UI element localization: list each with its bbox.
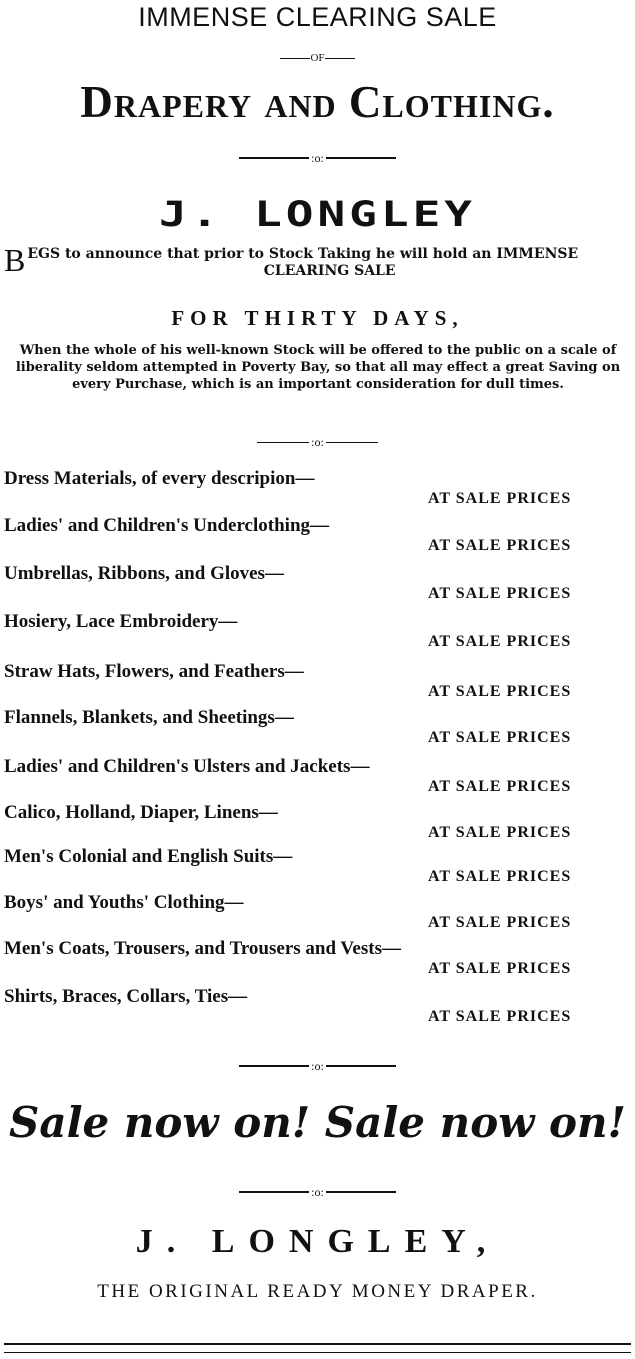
list-item bbox=[4, 756, 632, 804]
divider bbox=[0, 150, 635, 166]
announcement bbox=[4, 242, 632, 280]
of-separator bbox=[0, 52, 635, 64]
brand-name: J. LONGLEY bbox=[159, 193, 476, 235]
divider bbox=[0, 1058, 635, 1074]
of-label: OF bbox=[310, 52, 325, 64]
divider-mark: :o: bbox=[311, 1058, 324, 1073]
list-item bbox=[4, 707, 632, 755]
list-item bbox=[4, 468, 632, 516]
item-price: AT SALE PRICES bbox=[428, 585, 572, 602]
bottom-rule bbox=[4, 1343, 631, 1353]
item-name: Hosiery, Lace Embroidery— bbox=[4, 611, 238, 632]
list-item bbox=[4, 846, 632, 894]
item-price: AT SALE PRICES bbox=[428, 633, 572, 650]
page-title: Drapery and Clothing. bbox=[80, 77, 555, 127]
item-price: AT SALE PRICES bbox=[428, 824, 572, 841]
dropcap: B bbox=[4, 242, 26, 278]
footer-brand: J. LONGLEY, bbox=[135, 1223, 500, 1260]
item-price: AT SALE PRICES bbox=[428, 960, 572, 977]
item-name: Men's Colonial and English Suits— bbox=[4, 846, 293, 867]
divider bbox=[0, 1184, 635, 1200]
footer-tagline: THE ORIGINAL READY MONEY DRAPER. bbox=[97, 1281, 538, 1302]
item-name: Dress Materials, of every descripion— bbox=[4, 468, 315, 489]
list-item bbox=[4, 611, 632, 659]
item-price: AT SALE PRICES bbox=[428, 914, 572, 931]
sale-banner: Sale now on! Sale now on! bbox=[9, 1098, 626, 1147]
list-item bbox=[4, 986, 632, 1034]
item-name: Shirts, Braces, Collars, Ties— bbox=[4, 986, 248, 1007]
divider bbox=[0, 434, 635, 450]
duration: FOR THIRTY DAYS, bbox=[171, 306, 464, 330]
item-price: AT SALE PRICES bbox=[428, 1008, 572, 1025]
divider-mark: :o: bbox=[311, 434, 324, 449]
headline: IMMENSE CLEARING SALE bbox=[138, 2, 497, 32]
list-item bbox=[4, 802, 632, 850]
item-name: Men's Coats, Trousers, and Trousers and Vests— bbox=[4, 938, 401, 959]
item-name: Boys' and Youths' Clothing— bbox=[4, 892, 244, 913]
item-name: Ladies' and Children's Underclothing— bbox=[4, 515, 330, 536]
divider-mark: :o: bbox=[311, 150, 324, 165]
item-price: AT SALE PRICES bbox=[428, 729, 572, 746]
list-item bbox=[4, 892, 632, 940]
item-name: Straw Hats, Flowers, and Feathers— bbox=[4, 661, 304, 682]
item-price: AT SALE PRICES bbox=[428, 683, 572, 700]
list-item bbox=[4, 515, 632, 563]
list-item bbox=[4, 661, 632, 709]
announcement-line1: EGS to announce that prior to Stock Taking he will hold an IMMENSE bbox=[27, 246, 579, 262]
item-name: Ladies' and Children's Ulsters and Jackets— bbox=[4, 756, 370, 777]
item-price: AT SALE PRICES bbox=[428, 537, 572, 554]
item-price: AT SALE PRICES bbox=[428, 490, 572, 507]
description-paragraph: When the whole of his well-known Stock will be offered to the public on a scale of liberality seldom attempted in Poverty Bay, so that all may effect a great Saving on every Purchase, which is an important consideration for dull times. bbox=[15, 343, 621, 392]
item-name: Umbrellas, Ribbons, and Gloves— bbox=[4, 563, 284, 584]
announcement-line2: CLEARING SALE bbox=[263, 263, 396, 279]
item-price: AT SALE PRICES bbox=[428, 778, 572, 795]
list-item bbox=[4, 938, 632, 986]
divider-mark: :o: bbox=[311, 1184, 324, 1199]
item-name: Flannels, Blankets, and Sheetings— bbox=[4, 707, 294, 728]
item-name: Calico, Holland, Diaper, Linens— bbox=[4, 802, 278, 823]
list-item bbox=[4, 563, 632, 611]
item-price: AT SALE PRICES bbox=[428, 868, 572, 885]
